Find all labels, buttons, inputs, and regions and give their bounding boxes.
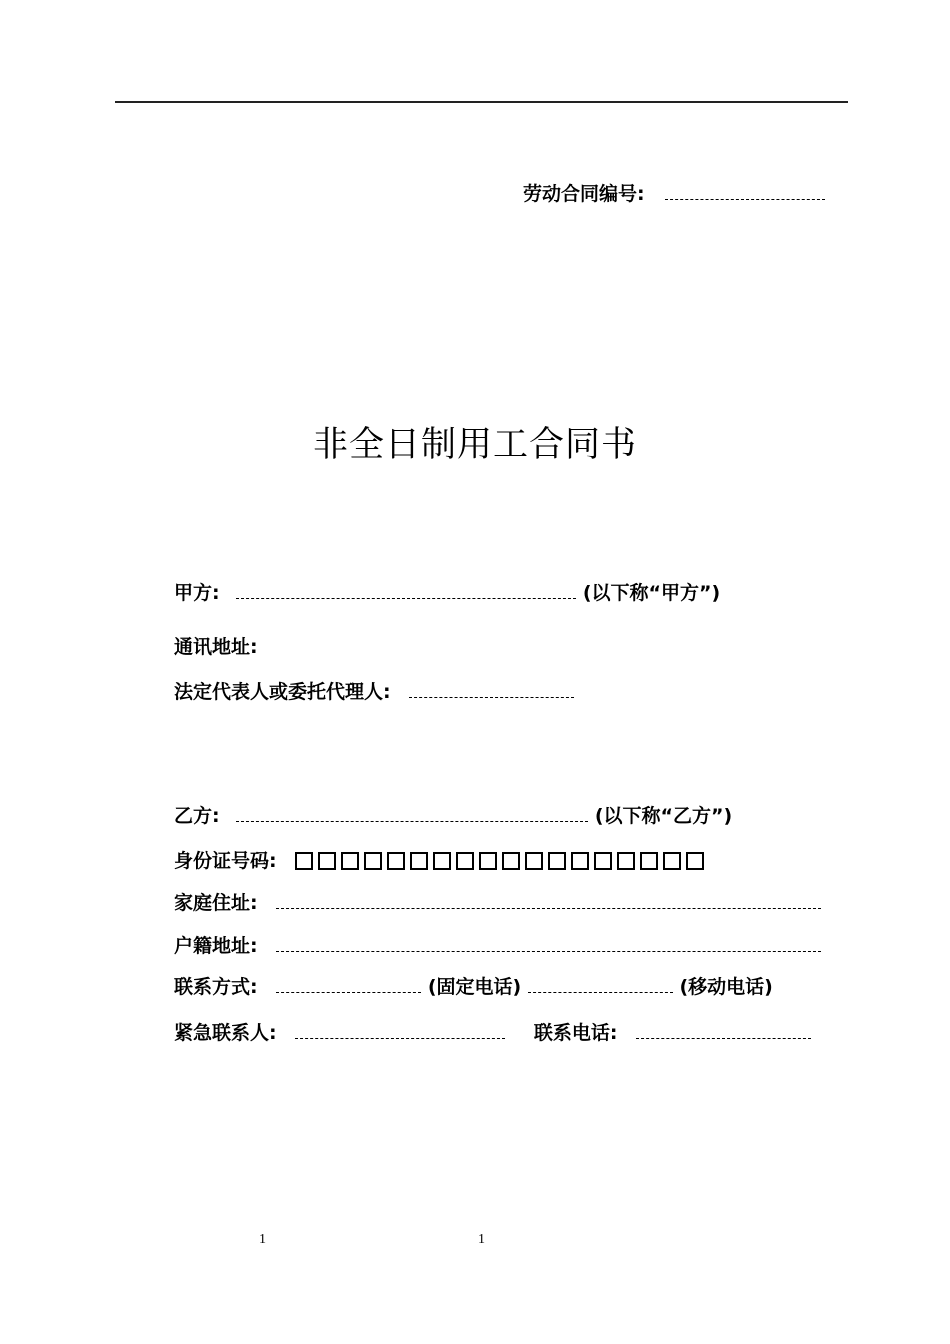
page-number-right: 1	[478, 1232, 485, 1247]
party-b-label: 乙方:	[174, 805, 220, 827]
id-digit-box[interactable]	[364, 852, 382, 870]
id-digit-box[interactable]	[594, 852, 612, 870]
id-digit-box[interactable]	[479, 852, 497, 870]
id-digit-box[interactable]	[318, 852, 336, 870]
id-digit-box[interactable]	[548, 852, 566, 870]
header-rule	[115, 101, 848, 103]
party-a-representative-label: 法定代表人或委托代理人:	[174, 681, 391, 703]
home-address-blank[interactable]	[276, 892, 821, 909]
id-digit-box[interactable]	[387, 852, 405, 870]
id-digit-box[interactable]	[456, 852, 474, 870]
party-b-household-address-label: 户籍地址:	[174, 935, 258, 957]
contract-number-line	[523, 179, 825, 206]
id-digit-box[interactable]	[410, 852, 428, 870]
mobile-phone-label: (移动电话)	[679, 976, 773, 998]
party-a-suffix: (以下称“甲方”)	[582, 582, 721, 604]
id-digit-box[interactable]	[295, 852, 313, 870]
id-digit-box[interactable]	[525, 852, 543, 870]
party-b-id-label: 身份证号码:	[174, 850, 277, 872]
party-b-household-address-line	[174, 931, 821, 958]
id-digit-box[interactable]	[617, 852, 635, 870]
party-b-contact-line	[174, 972, 773, 999]
emergency-phone-label: 联系电话:	[533, 1022, 618, 1044]
emergency-phone-blank[interactable]	[636, 1022, 811, 1039]
contract-number-blank[interactable]	[665, 183, 825, 200]
party-b-contact-label: 联系方式:	[174, 976, 258, 998]
household-address-blank[interactable]	[276, 935, 821, 952]
id-digit-box[interactable]	[341, 852, 359, 870]
party-a-address-label: 通讯地址:	[174, 636, 258, 658]
id-digit-box[interactable]	[433, 852, 451, 870]
party-b-suffix: (以下称“乙方”)	[594, 805, 733, 827]
party-b-line	[174, 801, 732, 828]
contract-number-label: 劳动合同编号:	[523, 183, 645, 205]
party-b-id-line	[174, 846, 709, 875]
party-a-representative-blank[interactable]	[409, 681, 574, 698]
id-digit-box[interactable]	[686, 852, 704, 870]
id-number-boxes	[295, 852, 709, 875]
party-a-representative-line	[174, 677, 574, 704]
party-b-home-address-line	[174, 888, 821, 915]
party-a-blank[interactable]	[236, 582, 576, 599]
party-a-address-line	[174, 632, 258, 659]
party-b-blank[interactable]	[236, 805, 588, 822]
party-a-line	[174, 578, 720, 605]
page-number-left: 1	[259, 1232, 266, 1247]
document-title: 非全日制用工合同书	[312, 425, 637, 465]
id-digit-box[interactable]	[502, 852, 520, 870]
mobile-phone-blank[interactable]	[528, 976, 673, 993]
party-b-home-address-label: 家庭住址:	[174, 892, 258, 914]
fixed-phone-label: (固定电话)	[427, 976, 522, 998]
emergency-contact-label: 紧急联系人:	[174, 1022, 277, 1044]
party-a-label: 甲方:	[174, 582, 220, 604]
fixed-phone-blank[interactable]	[276, 976, 421, 993]
id-digit-box[interactable]	[571, 852, 589, 870]
emergency-contact-blank[interactable]	[295, 1022, 505, 1039]
id-digit-box[interactable]	[663, 852, 681, 870]
id-digit-box[interactable]	[640, 852, 658, 870]
party-b-emergency-line	[174, 1018, 811, 1045]
